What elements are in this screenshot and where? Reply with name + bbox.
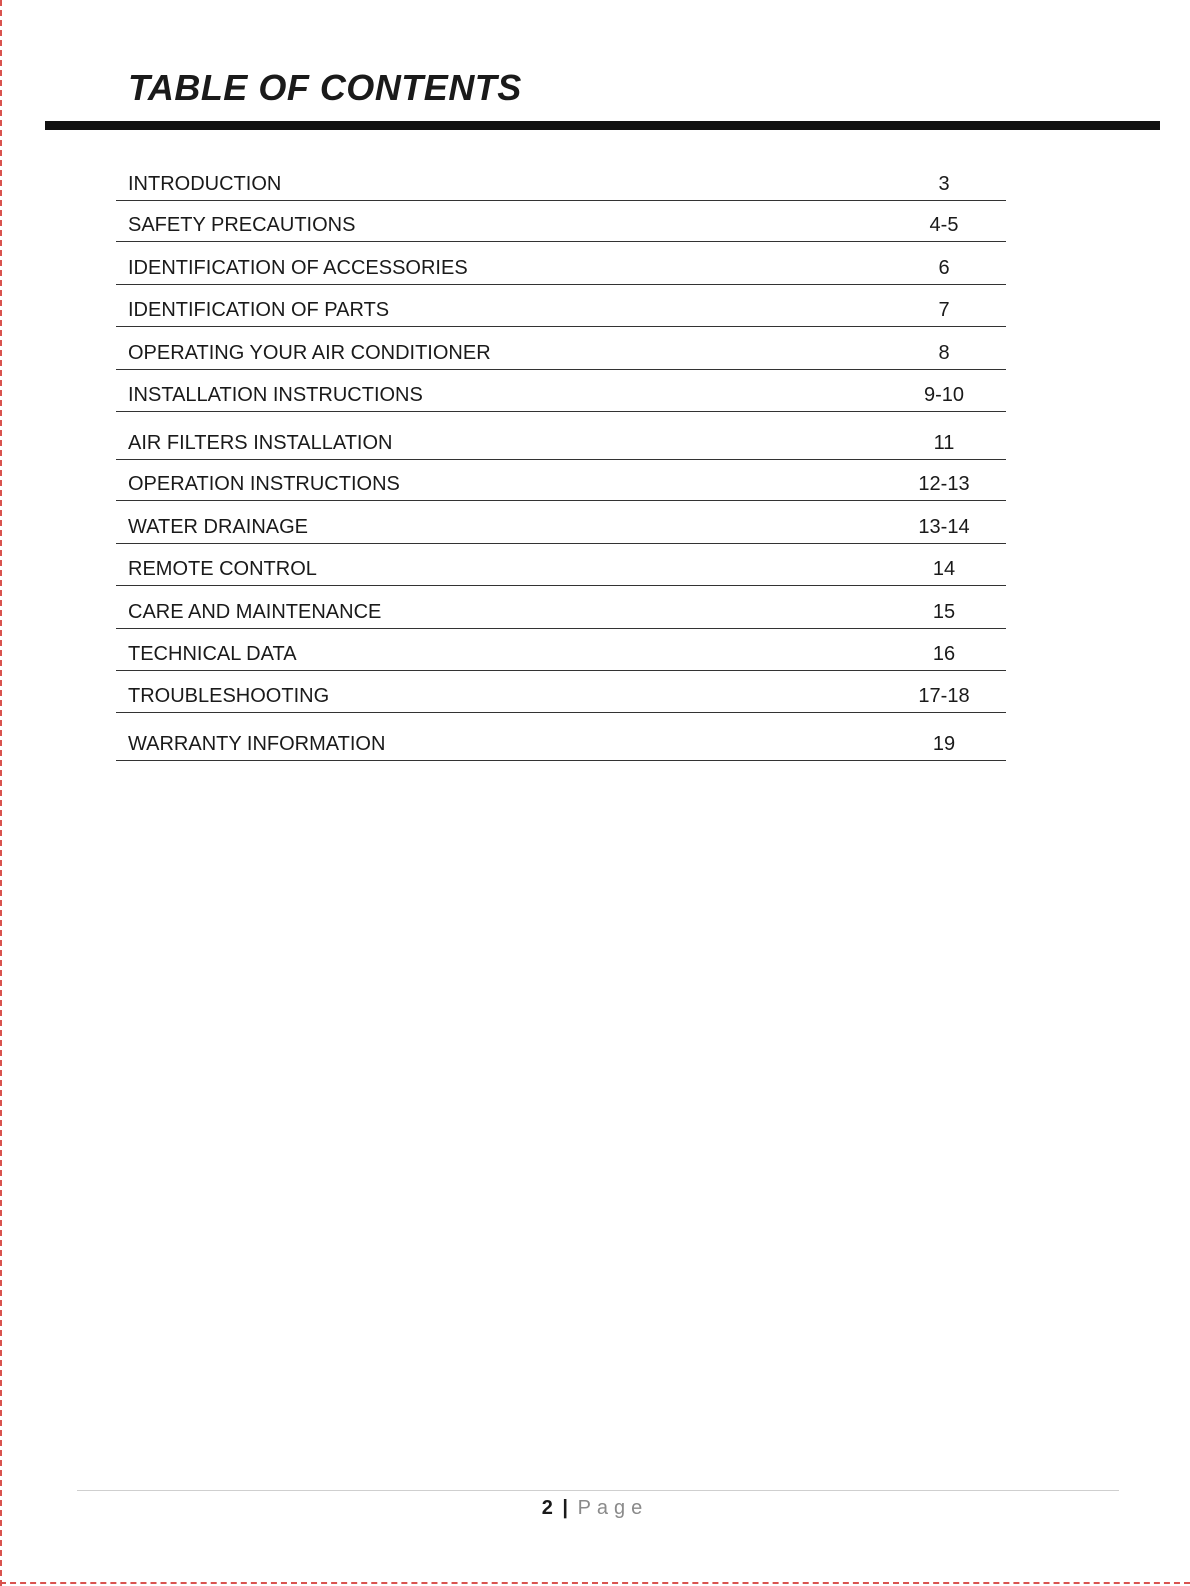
toc-entry-troubleshooting[interactable] — [116, 684, 1006, 713]
toc-entry-label: IDENTIFICATION OF ACCESSORIES — [128, 257, 468, 279]
toc-entry-page: 19 — [932, 733, 956, 755]
toc-entry-operation-instructions[interactable] — [116, 472, 1006, 501]
toc-entry-page: 9-10 — [923, 384, 965, 406]
toc-entry-air-filters-installation[interactable] — [116, 431, 1006, 460]
toc-entry-page: 12-13 — [918, 473, 970, 495]
toc-entry-label: INTRODUCTION — [128, 173, 282, 195]
toc-entry-page: 3 — [938, 173, 950, 195]
toc-entry-page: 15 — [932, 601, 956, 623]
toc-entry-label: TROUBLESHOOTING — [128, 685, 330, 707]
footer-separator: | — [562, 1497, 568, 1519]
toc-entry-label: TECHNICAL DATA — [128, 643, 297, 665]
cut-line-left — [0, 0, 2, 1586]
toc-entry-introduction[interactable] — [116, 172, 1006, 201]
footer-divider — [77, 1490, 1119, 1491]
toc-entry-label: INSTALLATION INSTRUCTIONS — [128, 384, 423, 406]
toc-entry-label: IDENTIFICATION OF PARTS — [128, 299, 390, 321]
toc-entry-technical-data[interactable] — [116, 642, 1006, 671]
toc-entry-page: 13-14 — [918, 516, 970, 538]
toc-entry-page: 16 — [932, 643, 956, 665]
toc-entry-page: 7 — [938, 299, 950, 321]
toc-entry-label: AIR FILTERS INSTALLATION — [128, 432, 393, 454]
toc-entry-safety-precautions[interactable] — [116, 213, 1006, 242]
toc-entry-installation-instructions[interactable] — [116, 383, 1006, 412]
toc-entry-label: CARE AND MAINTENANCE — [128, 601, 382, 623]
footer-page-word: Page — [577, 1497, 649, 1519]
page-title: TABLE OF CONTENTS — [128, 67, 522, 108]
toc-entry-page: 6 — [938, 257, 950, 279]
toc-entry-remote-control[interactable] — [116, 557, 1006, 586]
toc-entry-water-drainage[interactable] — [116, 515, 1006, 544]
cut-line-bottom — [0, 1582, 1190, 1584]
toc-entry-label: WARRANTY INFORMATION — [128, 733, 386, 755]
toc-entry-warranty-information[interactable] — [116, 732, 1006, 761]
page-footer — [0, 1496, 1190, 1520]
footer-page-number: 2 — [541, 1497, 553, 1519]
toc-entry-page: 11 — [933, 432, 955, 454]
toc-entry-page: 8 — [938, 342, 950, 364]
toc-entry-identification-of-accessories[interactable] — [116, 256, 1006, 285]
toc-entry-label: OPERATION INSTRUCTIONS — [128, 473, 400, 495]
toc-entry-label: REMOTE CONTROL — [128, 558, 317, 580]
title-divider — [45, 121, 1160, 130]
toc-entry-page: 4-5 — [929, 214, 959, 236]
toc-entry-operating-your-air-conditioner[interactable] — [116, 341, 1006, 370]
toc-entry-label: OPERATING YOUR AIR CONDITIONER — [128, 342, 491, 364]
toc-entry-identification-of-parts[interactable] — [116, 298, 1006, 327]
toc-entry-care-and-maintenance[interactable] — [116, 600, 1006, 629]
toc-entry-label: WATER DRAINAGE — [128, 516, 309, 538]
toc-entry-page: 17-18 — [918, 685, 970, 707]
toc-entry-label: SAFETY PRECAUTIONS — [128, 214, 356, 236]
toc-entry-page: 14 — [932, 558, 956, 580]
